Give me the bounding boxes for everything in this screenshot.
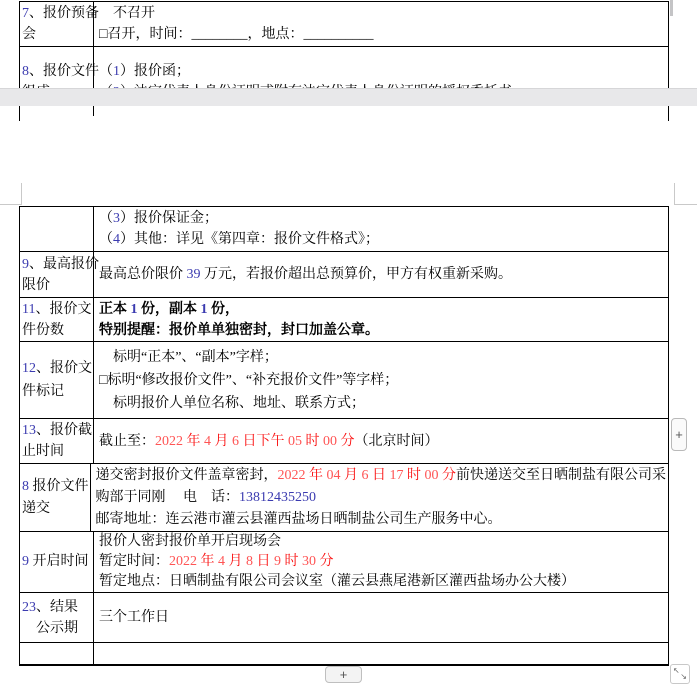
text-line	[22, 597, 92, 618]
text-run: 、报价文件	[29, 63, 99, 79]
text-run: 会	[22, 27, 36, 42]
table-row	[20, 251, 668, 297]
text-run: （	[99, 63, 113, 79]
highlight-run: 05	[288, 433, 302, 449]
number-run: 7	[22, 6, 29, 21]
text-run: （北京时间）	[354, 433, 439, 449]
page-margin-mark	[0, 204, 21, 205]
highlight-run: 9	[274, 554, 281, 569]
table-row	[20, 642, 668, 664]
number-run: 8	[22, 478, 29, 494]
number-run: 9	[22, 256, 29, 272]
text-line	[99, 320, 664, 341]
number-run: 1	[130, 301, 138, 317]
number-run: 12	[22, 361, 36, 376]
row-label-cell[interactable]	[20, 643, 94, 664]
highlight-run: 日下午	[239, 433, 288, 449]
text-line	[99, 607, 664, 628]
page-gap	[0, 88, 697, 106]
row-content-cell[interactable]	[94, 643, 668, 664]
text-line	[99, 572, 664, 592]
text-run: 购部于同刚 电 话：	[95, 489, 239, 505]
highlight-run: 时	[302, 433, 323, 449]
row-content-cell[interactable]	[94, 419, 668, 463]
text-line	[99, 346, 664, 369]
row-content-cell[interactable]	[94, 342, 668, 418]
text-run: 件标记	[22, 384, 64, 399]
number-run: 13812435250	[239, 489, 316, 505]
text-run: 递交	[22, 500, 50, 516]
table-row	[20, 2, 668, 46]
highlight-run: 17	[389, 467, 404, 483]
row-label-cell[interactable]	[20, 593, 94, 642]
text-run: （	[99, 232, 113, 247]
text-run: 报价人密封报价单开启现场会	[99, 534, 281, 549]
table-row	[20, 418, 668, 463]
main-table	[19, 206, 669, 666]
text-line	[22, 476, 89, 498]
highlight-run: 2022	[277, 467, 306, 483]
text-line	[22, 61, 99, 82]
add-row-button[interactable]: +	[325, 666, 362, 683]
highlight-run: 8	[246, 554, 253, 569]
table-resize-handle[interactable]	[670, 664, 690, 684]
highlight-run: 30	[302, 554, 316, 569]
text-run: 、报价截	[36, 423, 92, 438]
text-run: 件份数	[22, 322, 64, 338]
highlight-run: 月	[211, 433, 232, 449]
text-run: 止时间	[22, 444, 64, 459]
table-row	[20, 592, 668, 642]
text-line	[22, 275, 92, 296]
text-run: 报价文件	[29, 478, 89, 494]
text-line	[99, 552, 664, 572]
highlight-run: 2022	[155, 433, 183, 449]
page-margin-mark	[21, 183, 22, 205]
row-label-cell[interactable]	[20, 298, 94, 341]
text-run: 、最高报价	[29, 256, 99, 272]
text-run: 限价	[22, 277, 50, 293]
row-content-cell[interactable]	[94, 2, 668, 46]
page-margin-mark	[675, 204, 697, 205]
text-line	[99, 24, 664, 45]
text-line	[22, 441, 92, 462]
row-label-cell[interactable]	[20, 252, 99, 297]
text-run: 特别提醒：报价单单独密封，封口加盖公章。	[99, 322, 379, 338]
resize-arrow-se-icon: ↘	[680, 672, 687, 681]
text-line	[22, 3, 99, 24]
text-line	[22, 254, 99, 275]
text-line	[99, 532, 664, 552]
text-line	[22, 357, 92, 380]
highlight-run: 年	[183, 433, 204, 449]
number-run: 1	[200, 301, 208, 317]
text-line	[99, 369, 664, 392]
table-row	[20, 297, 668, 341]
text-run: 份，副本	[137, 301, 201, 317]
highlight-run: 月	[340, 467, 362, 483]
text-run: ）其他：详见《第四章：报价文件格式》；	[120, 232, 379, 247]
text-line	[99, 3, 664, 24]
row-label-cell[interactable]	[20, 419, 94, 463]
row-label-cell[interactable]	[20, 207, 94, 251]
highlight-run: 分	[316, 554, 334, 569]
text-line	[22, 320, 92, 341]
row-content-cell[interactable]	[94, 298, 668, 341]
row-content-cell[interactable]	[91, 464, 671, 531]
table-row	[20, 531, 668, 592]
highlight-run: 分	[337, 433, 355, 449]
text-run: 暂定时间：	[99, 554, 169, 569]
text-run: 截止至：	[99, 433, 155, 449]
row-label-cell[interactable]	[20, 464, 91, 531]
highlight-run: 04	[326, 467, 341, 483]
text-line	[96, 509, 667, 531]
number-run: 23	[22, 599, 36, 615]
row-content-cell[interactable]	[94, 207, 668, 251]
highlight-run: 时	[281, 554, 302, 569]
text-line	[22, 552, 92, 572]
highlight-run: 日	[368, 467, 390, 483]
text-run: 、报价文	[36, 361, 92, 376]
highlight-run: 00	[424, 467, 439, 483]
row-label-cell[interactable]	[20, 342, 94, 418]
highlight-run: 6	[361, 467, 369, 483]
text-line	[99, 299, 664, 320]
text-line	[99, 392, 664, 415]
text-line	[99, 61, 664, 82]
highlight-run: 6	[232, 433, 239, 449]
text-line	[99, 229, 664, 250]
highlight-run: 日	[253, 554, 274, 569]
highlight-run: 00	[323, 433, 337, 449]
text-run: 、结果	[36, 599, 78, 615]
resize-arrow-nw-icon: ↖	[673, 666, 680, 675]
table-row	[20, 341, 668, 418]
highlight-run: 2022	[169, 554, 197, 569]
text-line	[22, 498, 89, 520]
text-line	[96, 465, 667, 487]
number-run: 8	[22, 63, 29, 79]
number-run: 4	[113, 232, 120, 247]
number-run: 39	[186, 267, 201, 282]
number-run: 11	[22, 301, 36, 317]
text-run: □召开，时间：________，地点：__________	[99, 27, 374, 42]
page-margin-mark	[674, 183, 675, 205]
text-run: 不召开	[99, 6, 155, 21]
highlight-run: 时	[403, 467, 425, 483]
number-run: 3	[113, 211, 120, 226]
text-line	[22, 420, 92, 441]
text-run: 邮寄地址：连云港市灌云县灌西盐场日晒制盐公司生产服务中心。	[95, 511, 502, 527]
highlight-run: 年	[197, 554, 218, 569]
text-run: 万元，若报价超出总预算价，甲方有权重新采购。	[200, 267, 512, 282]
text-run: 公示期	[22, 620, 78, 636]
text-run: 最高总价限价	[99, 267, 187, 282]
text-run: 标明报价人单位名称、地址、联系方式；	[99, 395, 365, 411]
text-run: 三个工作日	[99, 610, 169, 625]
highlight-run: 月	[225, 554, 246, 569]
table-row	[20, 207, 668, 251]
text-line	[22, 380, 92, 403]
row-content-cell[interactable]	[94, 252, 668, 297]
number-run: 1	[113, 63, 120, 79]
text-line	[22, 24, 92, 45]
text-run: （	[99, 211, 113, 226]
number-run: 9	[22, 554, 29, 569]
text-run: ）报价保证金；	[120, 211, 218, 226]
text-line	[99, 264, 664, 285]
scrollbar-thumb[interactable]	[670, 0, 673, 16]
previous-page-fragment	[0, 0, 697, 88]
highlight-run: 4	[218, 554, 225, 569]
text-line	[22, 618, 92, 639]
text-run: 、报价文	[35, 301, 92, 317]
row-content-cell[interactable]	[94, 532, 668, 592]
text-run: 开启时间	[29, 554, 89, 569]
number-run: 13	[22, 423, 36, 438]
text-run: 份，	[207, 301, 239, 317]
text-run: 暂定地点：日晒制盐有限公司会议室（灌云县燕尾港新区灌西盐场办公大楼）	[99, 574, 575, 589]
row-content-cell[interactable]	[94, 593, 668, 642]
text-line	[22, 299, 92, 320]
text-run: ）报价函；	[120, 63, 190, 79]
text-line	[96, 487, 667, 509]
text-run: 递交密封报价文件盖章密封，	[95, 467, 278, 483]
row-label-cell[interactable]	[20, 2, 99, 46]
text-line	[99, 431, 664, 452]
text-line	[99, 208, 664, 229]
highlight-run: 4	[204, 433, 211, 449]
highlight-run: 分	[438, 467, 456, 483]
text-run: 正本	[99, 301, 131, 317]
text-run: □标明“修改报价文件”、“补充报价文件”等字样；	[99, 372, 399, 388]
text-run: 前快递送交至日晒制盐有限公司采	[456, 467, 666, 483]
table-row	[20, 463, 668, 531]
row-label-cell[interactable]	[20, 532, 94, 592]
highlight-run: 年	[305, 467, 327, 483]
add-column-button[interactable]: +	[671, 418, 687, 451]
text-run: 、报价预备	[29, 6, 99, 21]
text-run: 标明“正本”、“副本”字样；	[99, 349, 278, 365]
